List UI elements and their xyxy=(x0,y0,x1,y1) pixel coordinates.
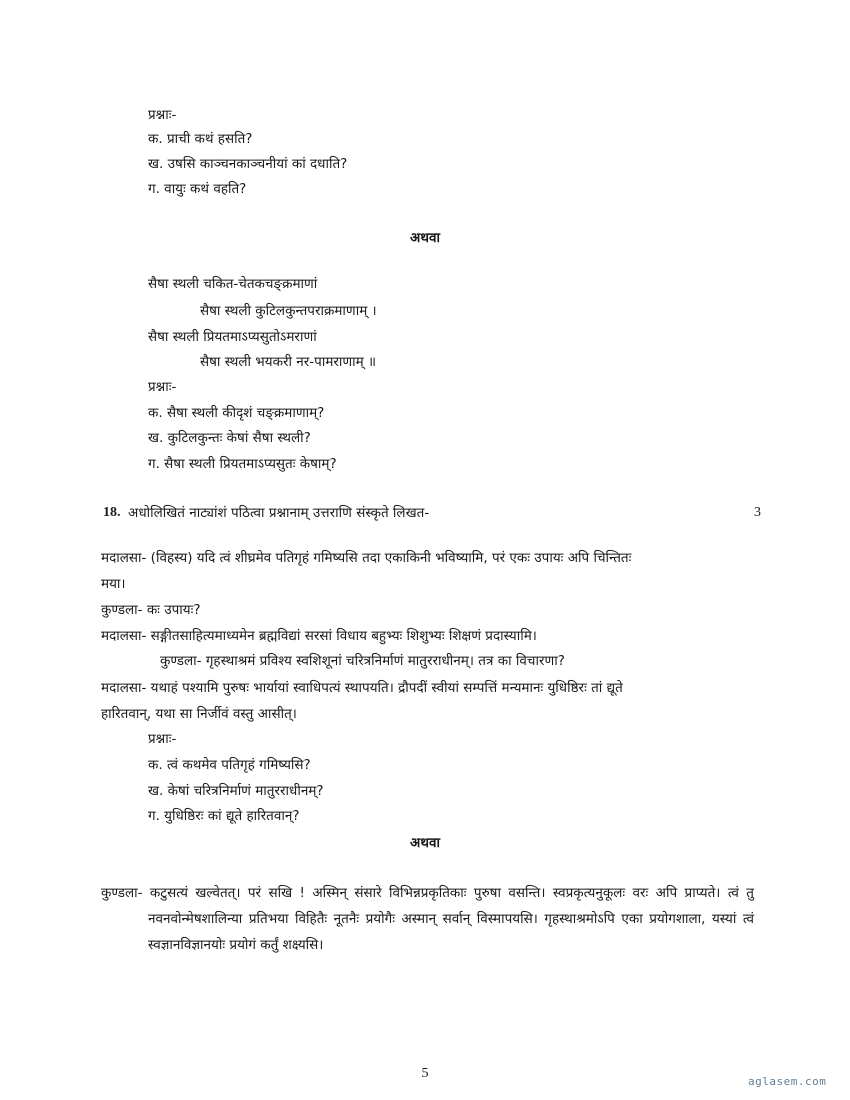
verse-line: सैषा स्थली चकित-चेतकचङ्क्रमाणां xyxy=(148,276,318,292)
question-marks: 3 xyxy=(754,505,761,520)
alt-dialogue-paragraph: कुण्डला- कटुसत्यं खल्वेतत्। परं सखि ! अस्मिन् संसारे विभिन्नप्रकृतिकाः पुरुषा वसन्ति। स्वप्रकृत्यनुकूलः वरः अपि प्राप्यते। त्वं तु नवनवोन्मेषशालिन्या प्रतिभया विहितैः नूतनैः प्रयोगैः अस्मान् सर्वान् विस्मापयसि। गृहस्थाश्रमोऽपि एका प्रयोगशाला, यस्यां त्वं स्वज्ञानविज्ञानयोः प्रयोगं कर्तुं शक्ष्यसि। xyxy=(101,885,754,953)
alt-poem-questions-heading: प्रश्नाः- xyxy=(148,379,177,395)
question-item: ख. उषसि काञ्चनकाञ्चनीयां कां दधाति? xyxy=(148,156,348,172)
question-item: क. त्वं कथमेव पतिगृहं गमिष्यसि? xyxy=(148,757,311,773)
athava-divider: अथवा xyxy=(410,835,440,851)
poem-questions-heading: प्रश्नाः- xyxy=(148,107,177,123)
dialogue-line: मदालसा- यथाहं पश्यामि पुरुषः भार्यायां स्वाधिपत्यं स्थापयति। द्रौपदीं स्वीयां सम्पत्तिं मन्यमानः युधिष्ठिरः तां द्यूते xyxy=(101,680,623,696)
question-item: क. प्राची कथं हसति? xyxy=(148,131,253,147)
dialogue-line: कुण्डला- कः उपायः? xyxy=(101,602,201,618)
verse-line: सैषा स्थली प्रियतमाऽप्यसुतोऽमराणां xyxy=(148,329,317,345)
question-item: ख. केषां चरित्रनिर्माणं मातुरराधीनम्? xyxy=(148,783,324,799)
dialogue-line: हारितवान्, यथा सा निर्जीवं वस्तु आसीत्। xyxy=(101,706,297,722)
dialogue-questions-heading: प्रश्नाः- xyxy=(148,731,177,747)
question-item: ख. कुटिलकुन्तः केषां सैषा स्थली? xyxy=(148,430,311,446)
verse-line: सैषा स्थली भयकरी नर-पामराणाम् ॥ xyxy=(200,354,377,370)
watermark: aglasem.com xyxy=(748,1075,827,1088)
dialogue-line: मदालसा- (विहस्य) यदि त्वं शीघ्रमेव पतिगृहं गमिष्यसि तदा एकाकिनी भविष्यामि, परं एकः उपायः अपि चिन्तितः xyxy=(101,550,632,566)
verse-line: सैषा स्थली कुटिलकुन्तपराक्रमाणाम् । xyxy=(200,303,377,319)
question-item: ग. सैषा स्थली प्रियतमाऽप्यसुतः केषाम्? xyxy=(148,456,337,472)
question-item: ग. युधिष्ठिरः कां द्यूते हारितवान्? xyxy=(148,808,300,824)
dialogue-line: कुण्डला- गृहस्थाश्रमं प्रविश्य स्वशिशूनां चरित्रनिर्माणं मातुरराधीनम्। तत्र का विचारणा? xyxy=(160,653,565,669)
athava-divider: अथवा xyxy=(410,230,440,246)
question-item: ग. वायुः कथं वहति? xyxy=(148,181,247,197)
question-item: क. सैषा स्थली कीदृशं चङ्क्रमाणाम्? xyxy=(148,405,325,421)
question-number: 18. xyxy=(103,505,121,520)
dialogue-line: मदालसा- सङ्गीतसाहित्यमाध्यमेन ब्रह्मविद्यां सरसां विधाय बहुभ्यः शिशुभ्यः शिक्षणं प्रदास्यामि। xyxy=(101,628,537,644)
dialogue-line: मया। xyxy=(101,576,126,592)
question-instruction: अधोलिखितं नाट्यांशं पठित्वा प्रश्नानाम् उत्तराणि संस्कृते लिखत- xyxy=(128,505,430,521)
page-number: 5 xyxy=(421,1066,429,1081)
